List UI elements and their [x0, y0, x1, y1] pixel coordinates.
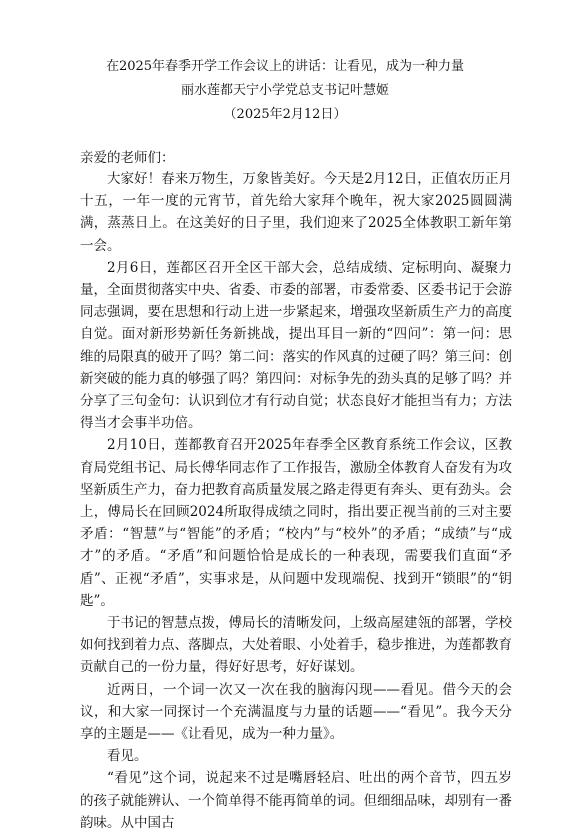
- salutation: 亲爱的老师们：: [80, 150, 175, 166]
- paragraph-greeting: 大家好！春来万物生，万象皆美好。今天是2月12日，正值农历正月十五，一年一度的元宵节，首先给大家拜个晚年，祝大家2025圆圆满满，蒸蒸日上。在这美好的日子里，我们迎来了2025全体教职工新年第一会。: [80, 171, 512, 254]
- document-body: [80, 168, 512, 834]
- document-title: 在2025年春季开学工作会议上的讲话：让看见，成为一种力量: [105, 59, 465, 74]
- paragraph-district-meeting: 2月6日，莲都区召开全区干部大会，总结成绩、定标明向、凝聚力量，全面贯彻落实中央、省委、市委的部署，市委常委、区委书记于会游同志强调，要在思想和行动上进一步紧起来，增强攻坚新质生产力的高度自觉。面对新形势新任务新挑战，提出耳目一新的“四问”：第一问：思维的局限真的破开了吗？第二问：落实的作风真的过硬了吗？第三问：创新突破的能力真的够强了吗？第四问：对标争先的劲头真的足够了吗？并分享了三句金句：认识到位才有行动自觉；状态良好才能担当有力；方法得当才会事半功倍。: [80, 259, 512, 432]
- document-date: （2025年2月12日）: [223, 107, 347, 122]
- paragraph-seeing: “看见”这个词，说起来不过是嘴唇轻启、吐出的两个音节，四五岁的孩子就能辨认、一个简单得不能再简单的词。但细细品味，却别有一番韵味。从中国古: [80, 770, 512, 831]
- paragraph-section-heading: 看见。: [107, 748, 148, 765]
- paragraph-education-meeting: 2月10日，莲都教育召开2025年春季全区教育系统工作会议，区教育局党组书记、局长傅华同志作了工作报告，激励全体教育人奋发有为攻坚新质生产力，奋力把教育高质量发展之路走得更有奔头、更有劲头。会上，傅局长在回顾2024所取得成绩之同时，指出要正视当前的三对主要矛盾：“智慧”与“智能”的矛盾；“校内”与“校外”的矛盾；“成绩”与“成才”的矛盾。“矛盾”和问题恰恰是成长的一种表现，需要我们直面“矛盾”、正视“矛盾”，实事求是，从问题中发现端倪、找到开“锁眼”的“钥匙”。: [80, 437, 512, 609]
- paragraph-topic-intro: 近两日，一个词一次又一次在我的脑海闪现——看见。借今天的会议，和大家一同探讨一个充满温度与力量的话题——“看见”。我今天分享的主题是——《让看见，成为一种力量》。: [80, 681, 512, 743]
- paragraph-reflection: 于书记的智慧点拨，傅局长的清晰发问，上级高屋建瓴的部署，学校如何找到着力点、落脚点，大处着眼、小处着手，稳步推进，为莲都教育贡献自己的一份力量，得好好思考，好好谋划。: [80, 615, 512, 676]
- document-author: 丽水莲都天宁小学党总支书记叶慧姬: [180, 83, 389, 98]
